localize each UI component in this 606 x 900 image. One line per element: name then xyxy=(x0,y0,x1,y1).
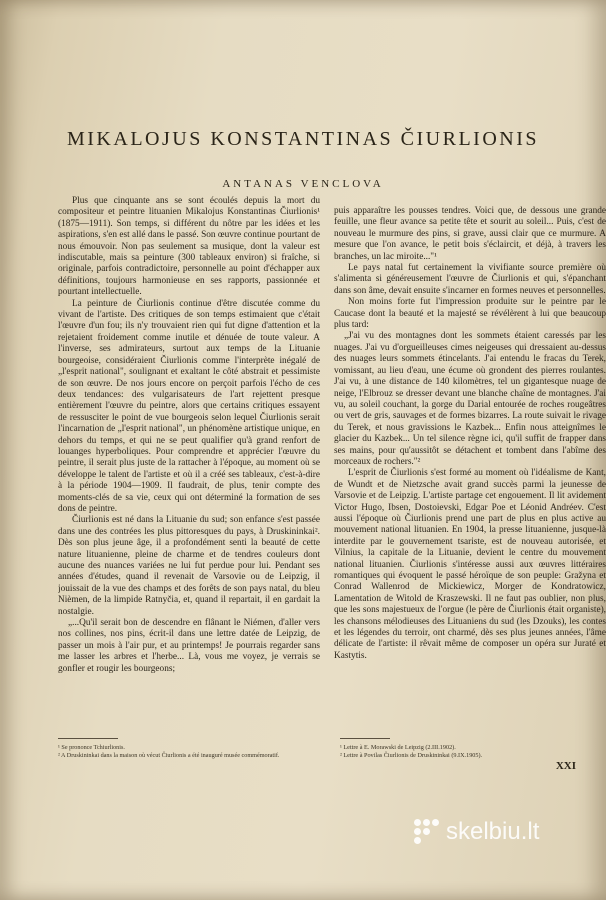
footnote: ¹ Lettre à E. Morawski de Leipzig (2.III.1902). xyxy=(340,744,456,751)
paragraph: L'esprit de Čiurlionis s'est formé au moment où l'idéalisme de Kant, de Wundt et de Nietzsche avait grand succès parmi la jeunesse de Varsovie et de Leipzig. L'artiste partage cet engouement. Il lit avidement Victor Hugo, Ibsen, Dostoievski, Edgar Poe et Léonid Andréev. C'est aussi l'époque où Čiurlionis prend une part de plus en plus active au mouvement national lituanien. En 1904, la presse lituanienne, jusque-là interdite par le gouvernement tsariste, est de nouveau autorisée, et Vilnius, la capitale de la Lituanie, devient le centre du mouvement national lituanien. Čiurlionis s'intéresse aussi aux œuvres littéraires romantiques qui évoquent le passé héroïque de son peuple: Gražyna et Conrad Wallenrod de Mickiewicz, Morger de Kondratowicz, Lamentation de Witold de Kraszewski. Il ne faut pas oublier, non plus, que les sons majestueux de l'orgue (le père de Čiurlionis était organiste), les chansons mélodieuses des Lituaniens du sud (les Dzouks), les contes et les légendes du terroir, ont charmé, dès ses plus jeunes années, l'âme délicate de l'artiste: il rêvait même de composer un opéra sur Juraté et Kastytis. xyxy=(334,468,606,661)
article-author: ANTANAS VENCLOVA xyxy=(222,178,384,190)
paragraph: „J'ai vu des montagnes dont les sommets étaient caressés par les nuages. J'ai vu d'orgueilleuses cimes neigeuses qui dressaient au-dessus des nuages leurs sommets étincelants. J'ai entendu le fracas du Terek, vomissant, au lieu d'eau, une écume où grondent des pierres roulantes. J'ai vu, à une distance de 140 kilomètres, tel un gigantesque nuage de neige, l'Elbrouz se dresser devant une blanche chaîne de montagnes. J'ai vu, au soleil couchant, la gorge du Darial entourée de roches rougeâtres ou vert de gris, sauvages et de formes bizarres. La route suivait le rivage du Terek, et nous gravissions le Kazbek... Enfin nous atteignîmes le glacier du Kazbek... Un tel silence règne ici, qu'il suffit de frapper dans ses mains, pour qu'aussitôt se détachent et tombent dans l'abîme des morceaux de rochers."² xyxy=(334,331,606,467)
left-column xyxy=(58,196,320,722)
paragraph: Plus que cinquante ans se sont écoulés depuis la mort du compositeur et peintre lituanien Mikalojus Konstantinas Čiurlionis¹ (1875—1911). Son temps, si différent du nôtre par les idées et les aspirations, s'en est allé dans le passé. Son œuvre continue pourtant de nous émouvoir. Non pas seulement sa musique, dont la valeur est indiscutable, mais sa peinture (300 tableaux environ) si fraîche, si originale, parfois contradictoire, personnelle au point d'échapper aux définitions, toujours harmonieuse en ses rapports, passionnée et pourtant intellectuelle. xyxy=(58,196,320,298)
footnote-rule xyxy=(340,738,390,739)
paragraph: La peinture de Čiurlionis continue d'être discutée comme du vivant de l'artiste. Des critiques de son temps estimaient que c'était l'œuvre d'un fou; ils n'y trouvaient rien qui fut digne d'attention et la rejetaient froidement comme inutile et dénuée de toute valeur. A l'inverse, ses admirateurs, surtout aux temps de la Lituanie bourgeoise, considéraient Čiurlionis comme l'interprète inégalé de „l'esprit national", soulignant et exaltant le côté abstrait et pessimiste de son œuvre. De nos jours encore on perçoit parfois l'écho de ces deux tendances: des vulgarisateurs de l'art rejettent presque entièrement l'œuvre du peintre, alors que certains critiques essayent de ressusciter le point de vue bourgeois selon lequel Čiurlionis serait l'incarnation de „l'esprit national", un phénomène artistique unique, en dehors du temps, et qui ne se peut qualifier qu'à grand renfort de louanges hyperboliques. Pour comprendre et apprécier l'œuvre du peintre, il serait plus juste de la rattacher à l'époque, au moment où se développe le talent de l'artiste et où il a créé ses tableaux, c'est-à-dire à la période 1904—1909. Il faudrait, de plus, tenir compte des moments-clés de sa vie, ceux qui ont déterminé la formation de ses dons de peintre. xyxy=(58,298,320,514)
paragraph: Čiurlionis est né dans la Lituanie du sud; son enfance s'est passée dans une des contrées les plus pittoresques du pays, à Druskininkai². Dès son plus jeune âge, il a profondément senti la beauté de cette nature lituanienne, pleine de charme et de tendres couleurs dont aucune des nuances variées ne lui fut perdue pour lui. Pendant ses années d'études, quand il revenait de Varsovie ou de Leipzig, il jouissait de la vue des champs et des forêts de son pays natal, du bleu Nièmen, de la limpide Ratnyčia, et, quand il repartait, il en gardait la nostalgie. xyxy=(58,515,320,617)
watermark xyxy=(414,818,539,846)
watermark-text: skelbiu.lt xyxy=(446,818,540,845)
paragraph: puis apparaître les pousses tendres. Voici que, de dessous une grande feuille, une fleur avance sa petite tête et sourit au soleil... Puis, c'est de nouveau le murmure des pins, si grave, aussi clair que ce murmure. A mesure que l'on avance, le petit bois s'éclaircit, et déjà, à travers les branches, un lac miroite..."¹ xyxy=(334,206,606,262)
right-column xyxy=(334,206,606,766)
dots-logo-icon xyxy=(414,819,440,845)
footnotes-right xyxy=(340,744,600,760)
page-number: XXI xyxy=(555,760,576,772)
paragraph: Le pays natal fut certainement la vivifiante source première où s'alimenta si généreusement l'œuvre de Čiurlionis et qui, s'épanchant dans son âme, devait ensuite s'incarner en formes neuves et personnelles. xyxy=(334,263,606,296)
footnote-rule xyxy=(58,738,118,739)
footnote: ² Lettre à Povilas Čiurlionis de Druskininkai (9.IX.1905). xyxy=(340,752,483,759)
paragraph: Non moins forte fut l'impression produite sur le peintre par le Caucase dont la beauté et la majesté se révélèrent à lui que beaucoup plus tard: xyxy=(334,297,606,331)
article-title: MIKALOJUS KONSTANTINAS ČIURLIONIS xyxy=(66,128,539,150)
paragraph: „...Qu'il serait bon de descendre en flânant le Niémen, d'aller vers nos collines, nos pins, écrit-il dans une lettre datée de Leipzig, de passer un mois à l'air pur, et au printemps! Je pourrais regarder sans me lasser les arbres et l'herbe... Là, vous me voyez, je verrais se gonfler et rougir les bourgeons; xyxy=(58,618,320,674)
footnotes-left xyxy=(58,744,320,760)
footnote: ² A Druskininkai dans la maison où vécut Čiurlionis a été inauguré musée commémoratif. xyxy=(58,752,280,759)
footnote: ¹ Se prononce Tchiurlionis. xyxy=(58,744,125,751)
